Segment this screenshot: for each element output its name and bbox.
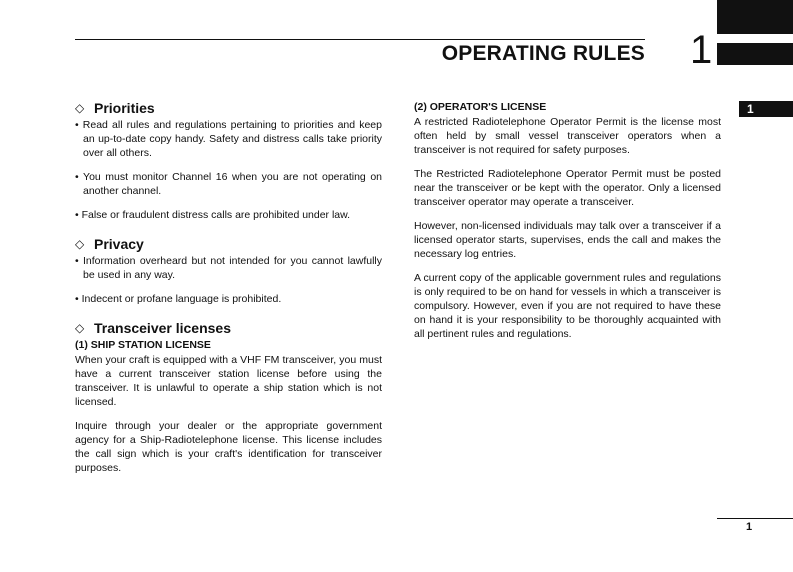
footer-rule [717,518,793,519]
operator-paragraph-3: However, non-licensed individuals may talk over a transceiver if a licensed operator starts, supervises, ends the call and makes the necessary log entries. [414,220,721,260]
operator-paragraph-4: A current copy of the applicable government rules and regulations is only required to be on hand for vessels in which a transceiver is compulsory. However, even if you are not required to have these on hand it is your responsibility to be thoroughly acquainted with all pertinent rules and regulations. [414,272,721,340]
licenses-heading-text: Transceiver licenses [94,320,231,336]
ship-license-paragraph-1: When your craft is equipped with a VHF FM transceiver, you must have a current transceiver station license before using the transceiver. It is unlawful to operate a ship station which is not licensed. [75,354,382,408]
diamond-icon: ◇ [75,237,85,251]
page-title: OPERATING RULES [441,42,645,65]
ship-license-paragraph-2: Inquire through your dealer or the appropriate government agency for a Ship-Radiotelephone license. This license includes the call sign which is your craft's identification for transceiver purposes. [75,420,382,474]
licenses-heading [75,320,382,337]
privacy-heading-text: Privacy [94,236,144,252]
header-rule [75,39,645,40]
diamond-icon: ◇ [75,321,85,335]
privacy-bullet-2: • Indecent or profane language is prohibited. [75,293,282,305]
chapter-number: 1 [690,28,713,72]
privacy-heading [75,236,382,253]
right-column [414,100,721,341]
priorities-bullet-3: • False or fraudulent distress calls are prohibited under law. [75,209,351,221]
operator-paragraph-2: The Restricted Radiotelephone Operator Permit must be posted near the transceiver or be kept with the operator. Only a licensed transceiver operator may operate a transceiver. [414,168,721,208]
diamond-icon: ◇ [75,101,85,115]
privacy-bullet-1: • Information overheard but not intended for you cannot lawfully be used in any way. [75,255,382,281]
operator-license-heading: (2) OPERATOR'S LICENSE [414,101,547,113]
ship-license-heading: (1) SHIP STATION LICENSE [75,339,211,351]
priorities-heading-text: Priorities [94,100,155,116]
operator-paragraph-1: A restricted Radiotelephone Operator Permit is the license most often held by small vessel transceiver operators when a transceiver is not required for safety purposes. [414,116,721,156]
page-number: 1 [746,521,753,533]
priorities-heading [75,100,382,117]
priorities-bullet-1: • Read all rules and regulations pertaining to priorities and keep an up-to-date copy handy. Safety and distress calls take priority over all others. [75,119,382,159]
left-column [75,100,382,475]
chapter-tab-bar [717,43,793,65]
priorities-bullet-2: • You must monitor Channel 16 when you are not operating on another channel. [75,171,382,197]
side-chapter-tab: 1 [739,101,793,117]
chapter-tab-top [717,0,793,34]
